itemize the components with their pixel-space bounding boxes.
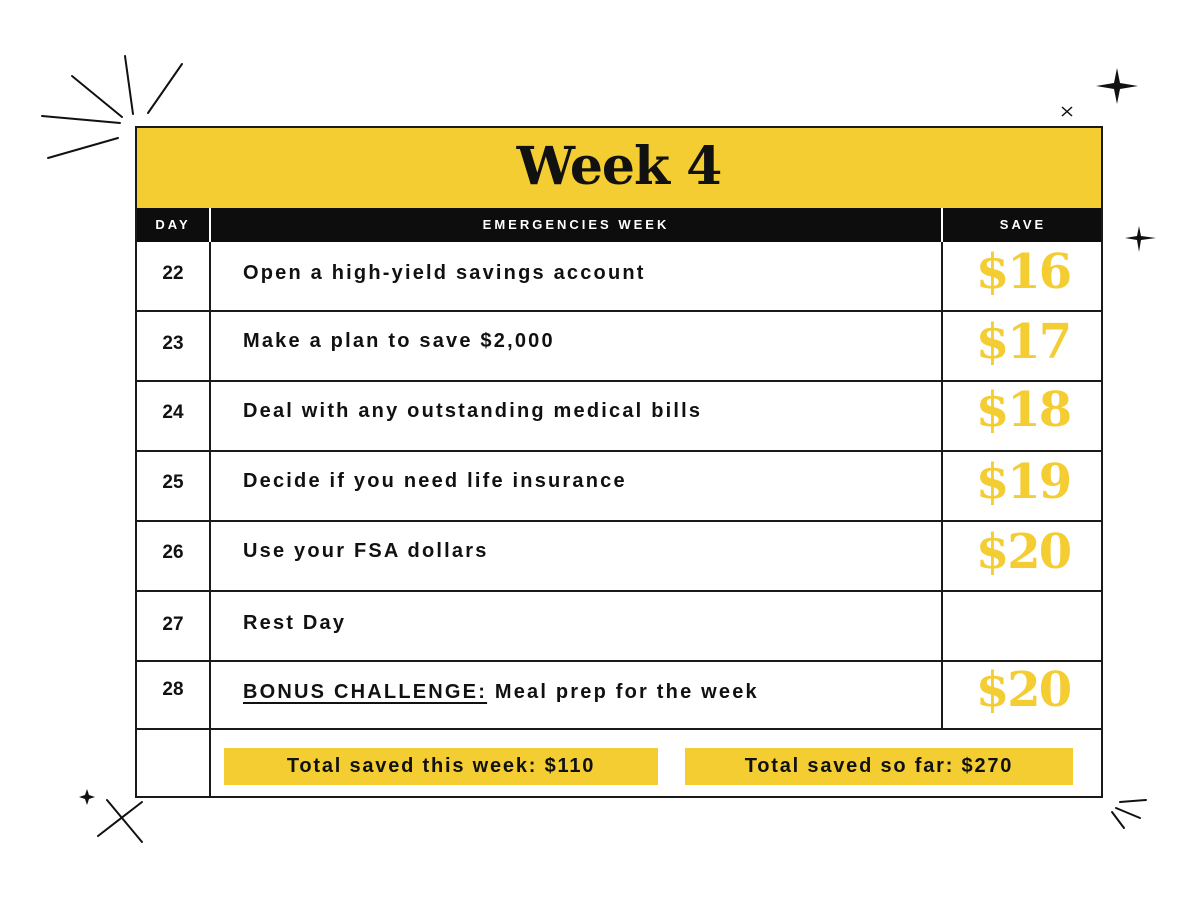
day-number: 22 xyxy=(162,263,184,284)
save-amount: $16 xyxy=(975,244,1071,300)
header-save: SAVE xyxy=(999,217,1047,232)
task-text: Open a high-yield savings account xyxy=(243,262,646,284)
task-text: Use your FSA dollars xyxy=(243,540,489,562)
task-text: Deal with any outstanding medical bills xyxy=(243,400,703,422)
table-header xyxy=(137,208,1101,242)
save-amount: $17 xyxy=(975,314,1071,370)
task-text: Rest Day xyxy=(243,612,347,634)
task-text: Decide if you need life insurance xyxy=(243,470,627,492)
row-divider xyxy=(137,590,1101,592)
page-title: Week 4 xyxy=(516,136,722,197)
save-amount: $19 xyxy=(975,454,1071,510)
row-divider xyxy=(137,450,1101,452)
sparkle-star-icon xyxy=(1062,107,1072,116)
day-number: 24 xyxy=(162,402,184,423)
save-amount: $20 xyxy=(975,662,1071,718)
row-divider xyxy=(137,310,1101,312)
bonus-task-text: Meal prep for the week xyxy=(494,681,759,703)
day-number: 25 xyxy=(162,472,184,493)
day-number: 27 xyxy=(162,614,184,635)
title-band xyxy=(137,128,1101,208)
sparkle-star-icon xyxy=(79,789,95,805)
header-day: DAY xyxy=(155,217,191,232)
task-text xyxy=(243,681,759,704)
day-number: 26 xyxy=(162,542,184,563)
task-text: Make a plan to save $2,000 xyxy=(243,330,555,352)
row-divider xyxy=(137,520,1101,522)
row-divider xyxy=(137,728,1101,730)
day-number: 28 xyxy=(162,679,184,700)
total-week-badge: Total saved this week: $110 xyxy=(224,748,658,785)
week-card xyxy=(135,126,1103,798)
burst-lines-icon xyxy=(1112,800,1146,828)
header-theme: EMERGENCIES WEEK xyxy=(482,217,670,232)
save-amount: $20 xyxy=(975,524,1071,580)
day-number: 23 xyxy=(162,333,184,354)
total-so-far-badge: Total saved so far: $270 xyxy=(685,748,1073,785)
sparkle-star-icon xyxy=(1125,226,1156,252)
sparkle-star-icon xyxy=(98,800,142,842)
bonus-challenge-label: BONUS CHALLENGE: xyxy=(243,681,488,703)
sparkle-star-icon xyxy=(1096,68,1138,104)
save-amount: $18 xyxy=(975,382,1071,438)
